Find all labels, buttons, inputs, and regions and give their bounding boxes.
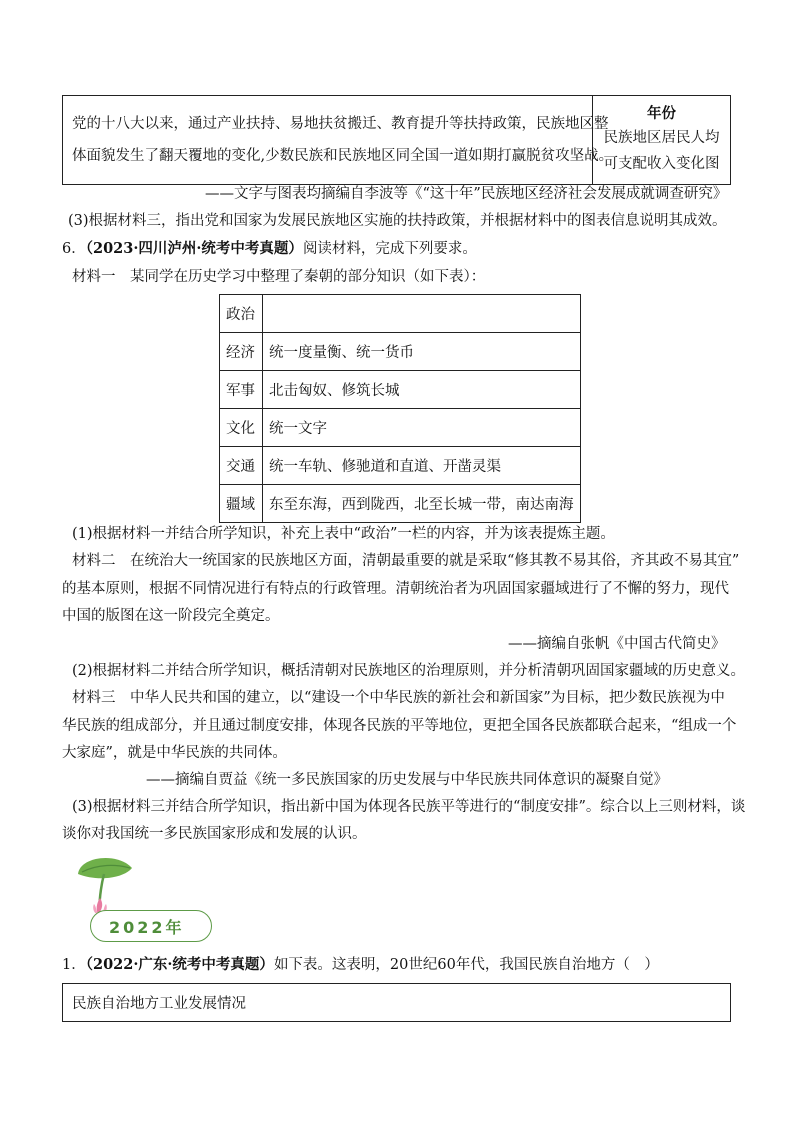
chart-axis-label: 年份	[647, 105, 676, 122]
table-row	[220, 485, 581, 523]
source-citation: ——摘编自张帆《中国古代简史》	[508, 636, 726, 652]
question-text: (1)根据材料一并结合所学知识，补充上表中“政治”一栏的内容，并为该表提炼主题。	[72, 526, 615, 542]
question-text: 谈你对我国统一多民族国家形成和发展的认识。	[62, 826, 367, 842]
table-value	[263, 295, 581, 333]
chart-caption-cell	[593, 96, 730, 184]
question-heading	[62, 955, 659, 975]
qin-knowledge-table	[219, 294, 581, 523]
material-text-line: 材料三 中华人民共和国的建立，以“建设一个中华民族的新社会和新国家”为目标，把少数民族视为中	[72, 690, 725, 706]
table-key: 疆域	[220, 485, 263, 523]
table-key: 政治	[220, 295, 263, 333]
table-key: 交通	[220, 447, 263, 485]
question-heading	[62, 239, 477, 259]
material-text-cell	[63, 96, 614, 184]
table-key: 文化	[220, 409, 263, 447]
table-row	[220, 371, 581, 409]
material-text-line: 体面貌发生了翻天覆地的变化,少数民族和民族地区同全国一道如期打赢脱贫攻坚战。	[72, 148, 614, 164]
industry-table-header-box	[62, 983, 731, 1022]
table-key: 经济	[220, 333, 263, 371]
material-intro: 材料一 某同学在历史学习中整理了秦朝的部分知识（如下表）：	[72, 269, 486, 285]
material-text-line: 中国的版图在这一阶段完全奠定。	[62, 608, 280, 624]
question-number: 1．	[62, 957, 86, 973]
table-title: 民族自治地方工业发展情况	[72, 996, 246, 1012]
question-prompt: 阅读材料，完成下列要求。	[302, 241, 477, 257]
source-tag: （2023·四川泸州·统考中考真题）	[85, 240, 303, 257]
table-row	[220, 295, 581, 333]
material-text-line: 大家庭”，就是中华民族的共同体。	[62, 745, 287, 761]
table-row	[220, 447, 581, 485]
material-text-line: 党的十八大以来，通过产业扶持、易地扶贫搬迁、教育提升等扶持政策，民族地区整	[72, 116, 609, 132]
table-value: 北击匈奴、修筑长城	[263, 371, 581, 409]
chart-title-line: 可支配收入变化图	[603, 156, 720, 172]
question-number: 6．	[62, 241, 86, 257]
source-citation: ——摘编自贾益《统一多民族国家的历史发展与中华民族共同体意识的凝聚自觉》	[146, 772, 668, 788]
table-row	[220, 409, 581, 447]
table-value: 统一度量衡、统一货币	[263, 333, 581, 371]
material-text-line: 华民族的组成部分，并且通过制度安排，体现各民族的平等地位，更把全国各民族都联合起来，“组成一个	[62, 718, 737, 734]
question-text: (3)根据材料三并结合所学知识，指出新中国为体现各民族平等进行的“制度安排”。综合以上三则材料，谈	[72, 799, 746, 815]
year-label: 2022年	[109, 918, 185, 937]
table-row	[220, 333, 581, 371]
year-badge	[90, 910, 212, 942]
table-value: 统一车轨、修驰道和直道、开凿灵渠	[263, 447, 581, 485]
question-text: (2)根据材料二并结合所学知识，概括清朝对民族地区的治理原则，并分析清朝巩固国家疆域的历史意义。	[72, 663, 746, 679]
material-box	[62, 95, 731, 185]
material-text-line: 材料二 在统治大一统国家的民族地区方面，清朝最重要的就是采取“修其教不易其俗，齐其政不易其宜”	[72, 553, 740, 569]
table-value: 东至东海，西到陇西，北至长城一带，南达南海	[263, 485, 581, 523]
question-text: (3)根据材料三，指出党和国家为发展民族地区实施的扶持政策，并根据材料中的图表信息说明其成效。	[68, 213, 727, 229]
material-text-line: 的基本原则，根据不同情况进行有特点的行政管理。清朝统治者为巩固国家疆域进行了不懈的努力，现代	[62, 581, 729, 597]
source-tag: （2022·广东·统考中考真题）	[85, 956, 274, 973]
question-prompt: 如下表。这表明，20世纪60年代，我国民族自治地方（ ）	[273, 957, 659, 973]
table-key: 军事	[220, 371, 263, 409]
source-citation: ——文字与图表均摘编自李波等《“这十年”民族地区经济社会发展成就调查研究》	[205, 186, 728, 202]
chart-title-line: 民族地区居民人均	[603, 130, 720, 146]
table-value: 统一文字	[263, 409, 581, 447]
